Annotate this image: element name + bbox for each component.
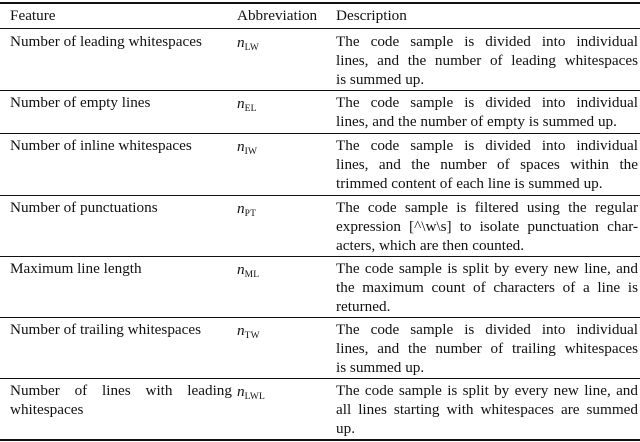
top-rule [0,2,640,4]
feature-name: Number of empty lines [10,94,151,111]
description: The code sample is split by every new line, and the maximum count of characters of a line is returned. [336,260,638,315]
abbreviation: nLW [237,34,260,53]
row-rule [0,195,640,196]
description: The code sample is filtered using the regular expression [^\w\s] to isolate punctuation char- acters, which are then counted. [336,199,638,254]
row-rule [0,256,640,257]
feature-name: Number of inline whitespaces [10,137,192,154]
header-rule [0,28,640,29]
feature-name: Maximum line length [10,260,142,277]
row-rule [0,133,640,134]
description: The code sample is divided into individual lines, and the number of empty is summed up. [336,94,638,130]
header-abbreviation: Abbreviation [237,7,318,24]
description: The code sample is divided into individual lines, and the number of trailing whitespaces is summed up. [336,321,638,376]
description: The code sample is divided into individual lines, and the number of spaces within the trimmed content of each line is summed up. [336,137,638,192]
abbreviation: nIW [237,138,258,157]
feature-name: Number of punctuations [10,199,158,216]
abbreviation: nPT [237,200,257,219]
header-feature: Feature [10,7,56,24]
abbreviation: nEL [237,95,257,114]
abbreviation: nML [237,261,260,280]
description: The code sample is divided into individual lines, and the number of leading whitespaces is summed up. [336,33,638,88]
header-description: Description [336,7,407,24]
row-rule [0,90,640,91]
row-rule [0,378,640,379]
abbreviation: nLWL [237,383,266,402]
row-rule [0,317,640,318]
bottom-rule [0,439,640,441]
feature-name: Number of trailing whitespaces [10,321,202,338]
feature-name: Number of leading whitespaces [10,33,202,50]
feature-name: Number of lines with leading whitespaces [10,382,232,418]
abbreviation: nTW [237,322,260,341]
description: The code sample is split by every new line, and all lines starting with whitespaces are summed up. [336,382,638,437]
